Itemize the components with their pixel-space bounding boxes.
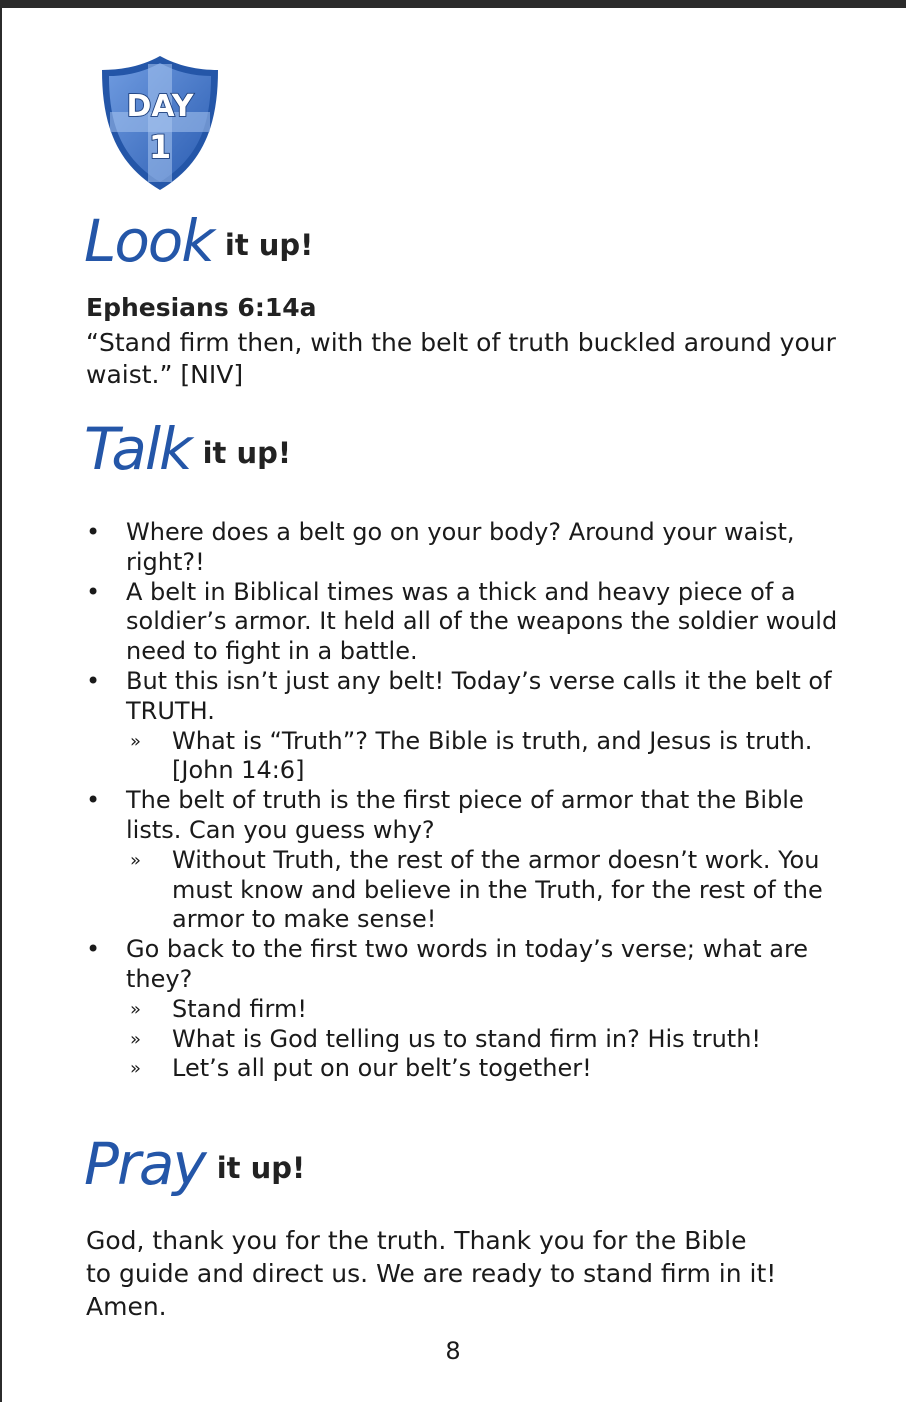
chevron-icon: »	[130, 849, 142, 871]
chevron-icon: »	[130, 730, 142, 752]
sub-list-item	[126, 846, 846, 935]
list-item-text: Where does a belt go on your body? Around your waist, right?!	[126, 518, 795, 576]
badge-number-text: 1	[148, 128, 172, 166]
verse-line-1: “Stand firm then, with the belt of truth buckled around your	[86, 328, 836, 357]
bullet-icon: •	[86, 577, 101, 606]
sub-item-text: What is God telling us to stand firm in? His truth!	[172, 1024, 762, 1053]
chevron-icon: »	[130, 1028, 142, 1050]
sub-list-item	[126, 995, 846, 1025]
list-item	[86, 935, 846, 1084]
bullet-icon: •	[86, 518, 101, 546]
list-item-text: The belt of truth is the first piece of armor that the Bible lists. Can you guess why?	[126, 786, 804, 844]
prayer-line-3: Amen.	[86, 1292, 167, 1321]
pray-heading-big: Pray	[84, 1130, 205, 1198]
chevron-icon: »	[130, 998, 142, 1020]
list-item	[86, 518, 846, 578]
list-item-text: A belt in Biblical times was a thick and heavy piece of a soldier’s armor. It held all of the weapons the soldier would need to fight in a battle.	[126, 577, 838, 666]
bullet-icon: •	[86, 935, 101, 964]
list-item	[86, 786, 846, 935]
sub-list-item	[126, 727, 846, 787]
page-number: 8	[445, 1337, 461, 1365]
list-item-text: Go back to the first two words in today’s verse; what are they?	[126, 935, 809, 993]
prayer-line-2: to guide and direct us. We are ready to stand firm in it!	[86, 1259, 777, 1288]
prayer-text	[86, 1224, 846, 1323]
day-shield-badge	[100, 54, 220, 192]
talk-heading-big: Talk	[84, 415, 191, 483]
pray-heading	[84, 1130, 306, 1198]
talk-list	[86, 518, 846, 1084]
bullet-icon: •	[86, 666, 101, 695]
left-border	[0, 8, 2, 1402]
verse-text	[86, 327, 846, 391]
talk-heading	[84, 415, 292, 483]
list-item-text: But this isn’t just any belt! Today’s verse calls it the belt of TRUTH.	[126, 666, 832, 725]
talk-heading-small: it up!	[202, 436, 292, 470]
prayer-line-1: God, thank you for the truth. Thank you for the Bible	[86, 1226, 747, 1255]
badge-day-text: DAY	[126, 89, 194, 124]
sub-item-text: Stand firm!	[172, 994, 307, 1023]
look-heading	[84, 207, 314, 275]
top-border	[0, 0, 906, 8]
sub-list-item	[126, 1025, 846, 1055]
list-item	[86, 667, 846, 786]
sub-item-text: What is “Truth”? The Bible is truth, and Jesus is truth.[John 14:6]	[172, 726, 813, 785]
sub-list	[126, 995, 846, 1084]
sub-list	[126, 846, 846, 935]
pray-heading-small: it up!	[216, 1151, 306, 1185]
look-heading-big: Look	[84, 207, 213, 275]
list-item	[86, 578, 846, 667]
verse-line-2: waist.” [NIV]	[86, 360, 244, 389]
sub-list	[126, 727, 846, 787]
look-heading-small: it up!	[224, 228, 314, 262]
chevron-icon: »	[130, 1058, 142, 1080]
sub-item-text: Let’s all put on our belt’s together!	[172, 1054, 592, 1083]
verse-reference: Ephesians 6:14a	[86, 293, 317, 322]
bullet-icon: •	[86, 786, 101, 815]
sub-item-text: Without Truth, the rest of the armor doesn’t work. You must know and believe in the Truth, for the rest of the armor to make sense!	[172, 845, 823, 934]
sub-list-item	[126, 1054, 846, 1084]
